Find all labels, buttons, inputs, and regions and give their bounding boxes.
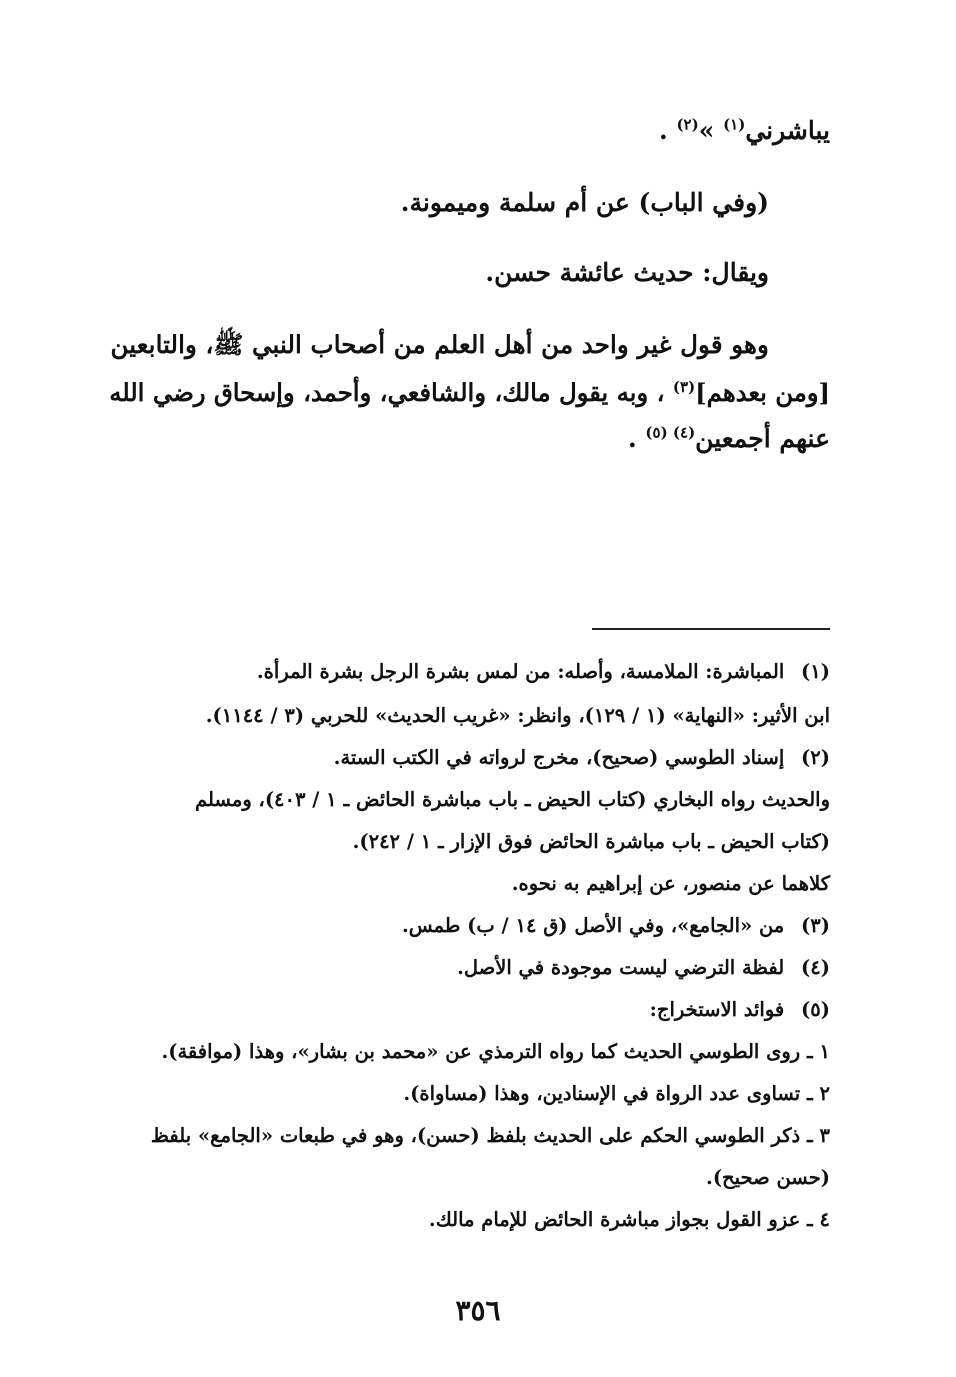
footnote-5 — [650, 998, 830, 1021]
footnote-separator — [592, 628, 830, 630]
footnote-5-item-2: ٢ ـ تساوى عدد الرواة في الإسنادين، وهذا (مساواة). — [403, 1082, 830, 1105]
main-para-line-1: وهو قول غير واحد من أهل العلم من أصحاب النبي ﷺ، والتابعين — [110, 330, 769, 359]
footnote-4-text: لفظة الترضي ليست موجودة في الأصل. — [457, 956, 785, 979]
footnote-5-heading: فوائد الاستخراج: — [649, 998, 785, 1021]
footnote-ref-3: (٣) — [672, 377, 696, 396]
footnote-1-text: المباشرة: الملامسة، وأصله: من لمس بشرة الرجل بشرة المرأة. — [256, 660, 785, 683]
footnote-ref-4-5: (٤) (٥) — [645, 423, 696, 442]
footnote-1 — [257, 660, 830, 683]
footnote-2-text: إسناد الطوسي (صحيح)، مخرج لرواته في الكتب الستة. — [333, 746, 785, 769]
footnote-ref-2: (٢) — [676, 115, 699, 134]
main-line-1-text: يباشرني — [745, 116, 830, 145]
line-end-dot: . — [659, 116, 677, 145]
main-para-line-2 — [109, 378, 830, 407]
line-end-dot: . — [627, 424, 646, 453]
main-para-line-3-text: عنهم أجمعين — [695, 424, 830, 453]
footnote-5-item-4: ٤ ـ عزو القول بجواز مباشرة الحائض للإمام مالك. — [428, 1208, 830, 1231]
footnote-5-item-3: ٣ ـ ذكر الطوسي الحكم على الحديث بلفظ (حسن)، وهو في طبعات «الجامع» بلفظ — [150, 1124, 830, 1147]
footnote-4 — [457, 956, 830, 979]
main-para-line-2-text: ، وبه يقول مالك، والشافعي، وأحمد، وإسحاق رضي الله — [109, 378, 673, 407]
main-line-1 — [659, 116, 830, 145]
bracket-insert: [ومن بعدهم] — [695, 378, 830, 407]
footnote-2 — [334, 746, 830, 769]
footnote-5-item-3-cont: (حسن صحيح). — [706, 1166, 830, 1189]
footnote-1-number: (١) — [801, 660, 830, 683]
footnote-2-number: (٢) — [801, 746, 830, 769]
footnote-3-text: من «الجامع»، وفي الأصل (ق ١٤ / ب) طمس. — [401, 914, 785, 937]
main-para-line-3 — [628, 424, 830, 453]
footnote-ref-1: (١) — [723, 115, 746, 134]
footnote-2-line-3: (كتاب الحيض ـ باب مباشرة الحائض فوق الإزار ـ ١ / ٢٤٢). — [352, 830, 830, 853]
footnote-5-item-1: ١ ـ روى الطوسي الحديث كما رواه الترمذي عن «محمد بن بشار»، وهذا (موافقة). — [161, 1040, 830, 1063]
footnote-1-cont: ابن الأثير: «النهاية» (١ / ١٢٩)، وانظر: «غريب الحديث» للحربي (٣ / ١١٤٤). — [205, 704, 830, 727]
main-line-3: ويقال: حديث عائشة حسن. — [485, 258, 769, 287]
footnote-5-number: (٥) — [801, 998, 830, 1021]
footnote-2-line-2: والحديث رواه البخاري (كتاب الحيض ـ باب مباشرة الحائض ـ ١ / ٤٠٣)، ومسلم — [195, 788, 830, 811]
footnote-3 — [402, 914, 830, 937]
footnote-4-number: (٤) — [801, 956, 830, 979]
main-line-2: (وفي الباب) عن أم سلمة وميمونة. — [400, 188, 769, 217]
footnote-3-number: (٣) — [801, 914, 830, 937]
page-number: ٣٥٦ — [455, 1294, 501, 1327]
quote-close: » — [698, 116, 724, 145]
footnote-2-line-4: كلاهما عن منصور، عن إبراهيم به نحوه. — [511, 872, 830, 895]
